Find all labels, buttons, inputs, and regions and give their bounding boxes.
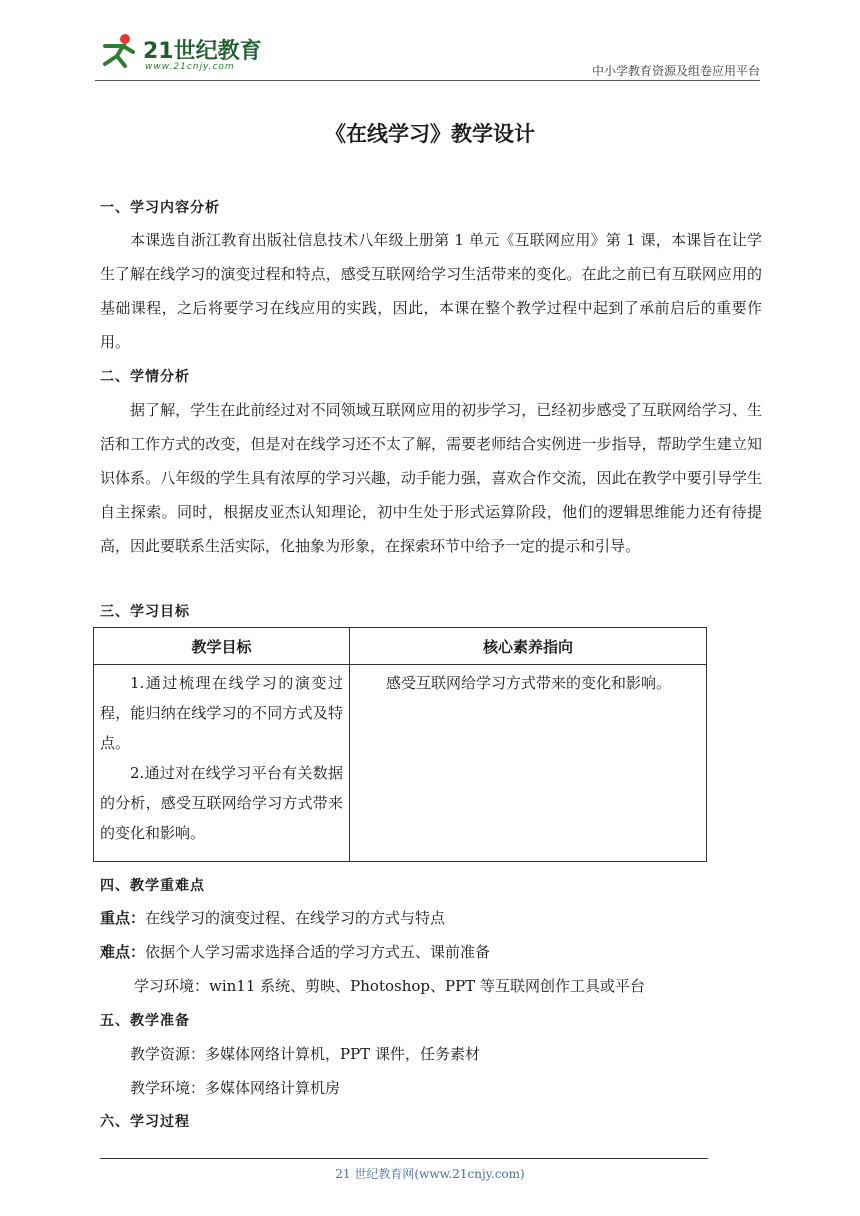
section-heading-learner-analysis: 二、学情分析	[100, 369, 190, 385]
platform-name: 中小学教育资源及组卷应用平台	[591, 64, 760, 78]
page-footer[interactable]: 21 世纪教育网(www.21cnjy.com)	[335, 1167, 525, 1181]
section-heading-objectives: 三、学习目标	[100, 604, 190, 620]
goal-item: 1.通过梳理在线学习的演变过程，能归纳在线学习的不同方式及特点。	[100, 674, 343, 752]
difficulty-text: 依据个人学习需求选择合适的学习方式五、课前准备	[145, 943, 491, 961]
table-header-goals: 教学目标	[94, 628, 350, 665]
objectives-table	[93, 627, 707, 862]
section-heading-process: 六、学习过程	[100, 1114, 190, 1130]
difficulty-label: 难点：	[100, 943, 146, 961]
teaching-environment-line: 教学环境：多媒体网络计算机房	[130, 1079, 341, 1097]
learner-analysis-paragraph: 据了解，学生在此前经过对不同领域互联网应用的初步学习，已经初步感受了互联网给学习、生活和工作方式的改变，但是对在线学习还不太了解，需要老师结合实例进一步指导，帮助学生建立知识体系。八年级的学生具有浓厚的学习兴趣，动手能力强，喜欢合作交流，因此在教学中要引导学生自主探索。同时，根据皮亚杰认知理论，初中生处于形式运算阶段，他们的逻辑思维能力还有待提高，因此要联系生活实际，化抽象为形象，在探索环节中给予一定的提示和引导。	[100, 401, 762, 555]
core-cell	[350, 665, 707, 862]
learning-environment-line: 学习环境：win11 系统、剪映、Photoshop、PPT 等互联网创作工具或平台	[134, 977, 645, 995]
key-point-text: 在线学习的演变过程、在线学习的方式与特点	[145, 909, 446, 927]
table-header-row	[94, 628, 707, 665]
core-text: 感受互联网给学习方式带来的变化和影响。	[386, 674, 672, 692]
content-analysis-paragraph: 本课选自浙江教育出版社信息技术八年级上册第 1 单元《互联网应用》第 1 课，本课旨在让学生了解在线学习的演变过程和特点，感受互联网给学习生活带来的变化。在此之前已有互联网应用的基础课程，之后将要学习在线应用的实践，因此，本课在整个教学过程中起到了承前启后的重要作用。	[100, 231, 762, 351]
page-header	[95, 32, 760, 82]
logo-url: www.21cnjy.com	[145, 62, 235, 72]
footer-divider	[100, 1158, 708, 1159]
teaching-resources-line: 教学资源：多媒体网络计算机，PPT 课件，任务素材	[130, 1045, 480, 1063]
logo-text: 21世纪教育	[143, 39, 262, 64]
document-title: 《在线学习》教学设计	[325, 122, 535, 146]
table-header-core: 核心素养指向	[350, 628, 707, 665]
header-divider	[95, 80, 760, 81]
key-point-line	[100, 907, 445, 928]
section-heading-key-points: 四、教学重难点	[100, 878, 205, 894]
runner-logo-icon	[95, 32, 141, 72]
site-logo[interactable]	[95, 32, 265, 78]
section-heading-preparation: 五、教学准备	[100, 1013, 190, 1029]
goal-item: 2.通过对在线学习平台有关数据的分析，感受互联网给学习方式带来的变化和影响。	[100, 764, 343, 842]
key-point-label: 重点：	[100, 909, 146, 927]
goals-cell	[94, 665, 350, 862]
section-heading-content-analysis: 一、学习内容分析	[100, 200, 220, 216]
table-row	[94, 665, 707, 862]
difficulty-line	[100, 941, 490, 962]
